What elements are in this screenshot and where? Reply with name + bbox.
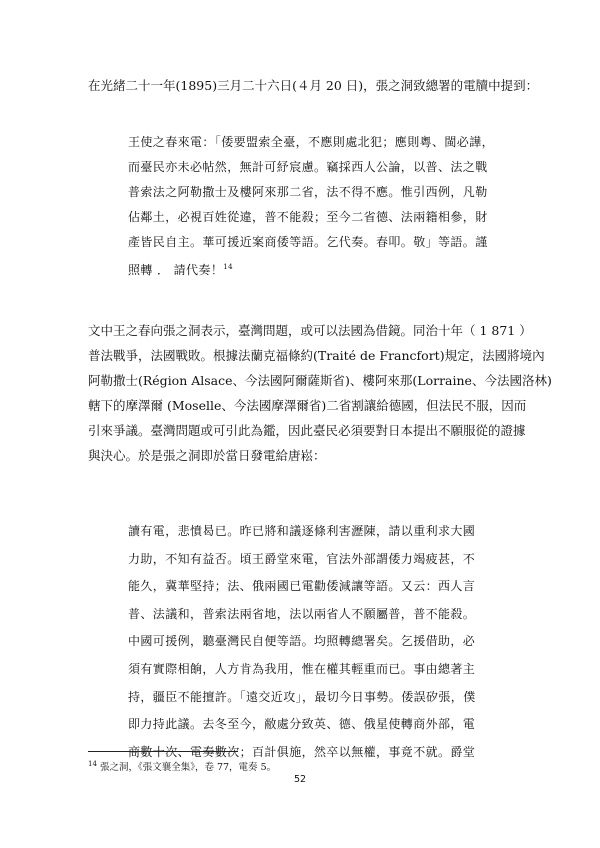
footnote-number: 14 — [88, 760, 97, 768]
footnote-text: 張之洞，《張文襄全集》，卷 77，電奏 5。 — [99, 762, 277, 774]
quote2-line: 持，疆臣不能擅許。「遠交近攻」，最切今日事勢。倭誤矽張，僕 — [128, 689, 476, 704]
intro-text: 在光緒二十一年(1895)三月二十六日(４月 20 日)，張之洞致總署的電牘中提到： — [88, 78, 539, 93]
body-paragraph — [88, 318, 552, 468]
quote2-line: 須有實際相餉，人方肯為我用，惟在權其輕重而已。事由總著主 — [128, 661, 476, 676]
quote1-line-text: 照轉 ． 請代奏！ — [128, 263, 224, 277]
footnote-reference[interactable]: 14 — [223, 263, 233, 271]
paragraph-line: 文中王之春向張之洞表示，臺灣問題，或可以法國為借鏡。同治十年（ 1 871 ） — [88, 323, 532, 338]
block-quote-telegram — [128, 130, 494, 283]
quote1-line: 普索法之阿勒撒士及樓阿來那二省，法不得不應。惟引西例，凡勒 — [128, 185, 488, 199]
paragraph-line: 轄下的摩澤爾 (Moselle、今法國摩澤爾省)二省割讓給德國，但法民不服，因而 — [88, 398, 527, 413]
intro-paragraph — [88, 76, 538, 96]
quote2-line: 即力持此議。去冬至今，敝處分致英、德、俄星使轉商外部，電 — [128, 717, 476, 732]
quote2-line: 力助，不知有益否。頃王爵堂來電，官法外部謂倭力竭疲甚，不 — [128, 551, 476, 566]
quote2-line: 讀有電，悲憤曷已。昨已將和議逐條利害瀝陳，請以重利求大國 — [128, 524, 476, 538]
paragraph-line: 阿勒撒士(Région Alsace、今法國阿爾薩斯省)、樓阿來那(Lorraine、今法國洛林) — [88, 373, 552, 388]
page-number: 52 — [293, 774, 307, 785]
quote1-last-line — [128, 255, 494, 283]
quote2-line: 普、法議和，普索法兩省地，法以兩省人不願屬普，普不能殺。 — [128, 606, 476, 621]
quote1-line: 佔鄰土，必視百姓從違，普不能殺；至今二省德、法兩籍相參，財 — [128, 210, 488, 224]
quote1-line: 產皆民自主。華可援近案商倭等語。乞代奏。春叩。敬」等語。謹 — [128, 235, 488, 249]
paragraph-line: 普法戰爭，法國戰敗。根據法蘭克福條約(Traité de Francfort)規定，法國將境內 — [88, 348, 545, 363]
quote2-line: 中國可援例，聽臺灣民自便等語。均照轉總署矣。乞援借助，必 — [128, 634, 476, 649]
paragraph-line: 引來爭議。臺灣問題或可引此為鑑，因此臺民必須要對日本提出不願服從的證據 — [88, 423, 526, 438]
quote2-line: 能久，冀華堅持；法、俄兩國已電勸倭減讓等語。又云：西人言 — [128, 579, 476, 594]
block-quote-reply-telegram — [128, 518, 476, 766]
paragraph-line: 與決心。於是張之洞即於當日發電給唐崧： — [88, 448, 326, 463]
quote1-line: 王使之春來電：「倭要盟索全臺，不應則處北犯；應則粵、閩必譁， — [128, 135, 495, 149]
quote1-line: 而臺民亦未必帖然，無計可紓宸慮。竊採西人公論，以普、法之戰 — [128, 160, 488, 174]
quote2-line: 商數十次、電奏數次；百計俱施，然卒以無權，事竟不就。爵堂 — [128, 744, 476, 759]
footnote-separator — [88, 751, 238, 752]
